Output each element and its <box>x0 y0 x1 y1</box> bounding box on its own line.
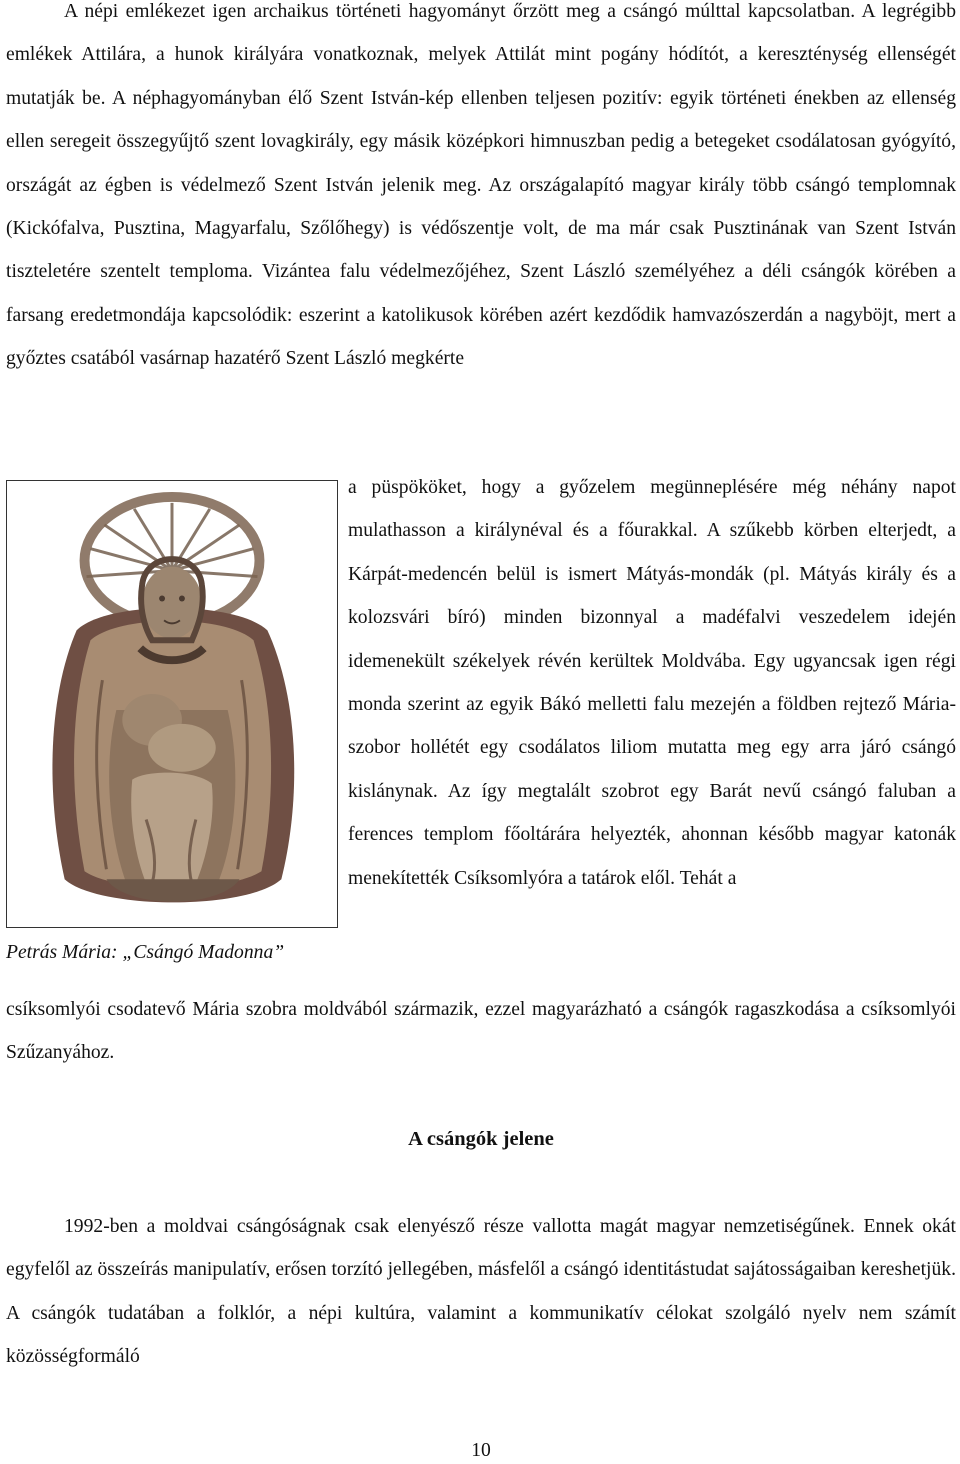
paragraph-1-continuation: csíksomlyói csodatevő Mária szobra moldvából származik, ezzel magyarázható a csángók ragaszkodása a csíksomlyói Szűzanyához. <box>6 999 956 1064</box>
page-number: 10 <box>471 1440 491 1461</box>
madonna-photo <box>6 480 338 928</box>
paragraph-2: 1992-ben a moldvai csángóságnak csak elenyésző része vallotta magát magyar nemzetiségűnek. Ennek okát egyfelől az összeírás manipulatív, erősen torzító jellegében, másfelől a csángó identitástudat sajátosságaiban kereshetjük. A csángók tudatában a folklór, a népi kultúra, valamint a kommunikatív célokat szolgáló nyelv nem számít közösségformáló <box>6 1216 956 1368</box>
figure-caption: Petrás Mária: „Csángó Madonna” <box>6 942 285 963</box>
figure <box>6 480 342 972</box>
paragraph-1: A népi emlékezet igen archaikus történeti hagyományt őrzött meg a csángó múlttal kapcsolatban. A legrégibb emlékek Attilára, a hunok királyára vonatkoznak, melyek Attilát mint pogány hódítót, a kereszténység ellenségét mutatják be. A néphagyományban élő Szent István-kép ellenben teljesen pozitív: egyik történeti énekben az ellenség ellen seregeit összegyűjtő szent lovagkirály, egy másik középkori himnuszban pedig a betegeket csodálatosan gyógyító, országát az égben is védelmező Szent István jelenik meg. Az országalapító magyar király több csángó templomnak (Kickófalva, Pusztina, Magyarfalu, Szőlőhegy) is védőszentje volt, de ma már csak Pusztinának van Szent István tiszteletére szentelt temploma. Vizántea falu védelmezőjéhez, Szent László személyéhez a déli csángók körében a farsang eredetmondája kapcsolódik: eszerint a katolikusok körében azért kezdődik hamvazószerdán a nagyböjt, mert a győztes csatából vasárnap hazatérő Szent László megkérte <box>6 1 956 370</box>
madonna-statue-image <box>7 481 337 927</box>
paragraph-1-wrapped-text: a püspököket, hogy a győzelem megünneplésére még néhány napot mulathasson a királynéval és a főurakkal. A szűkebb körben elterjedt, a Kárpát-medencén belül is ismert Mátyás-mondák (pl. Mátyás király és a kolozsvári bíró) minden bizonnyal a madéfalvi veszedelem idején idemenekült székelyek révén kerültek Moldvába. Egy ugyancsak igen régi monda szerint az egyik Bákó melletti falu mezején a földben rejtező Mária-szobor hollétét egy csodálatos liliom mutatta meg egy arra járó csángó kislánynak. Az így megtalált szobrot egy Barát nevű csángó faluban a ferences templom főoltárára helyezték, ahonnan később magyar katonák menekítették Csíksomlyóra a tatárok elől. Tehát a <box>348 477 956 889</box>
section-heading: A csángók jelene <box>408 1128 554 1150</box>
